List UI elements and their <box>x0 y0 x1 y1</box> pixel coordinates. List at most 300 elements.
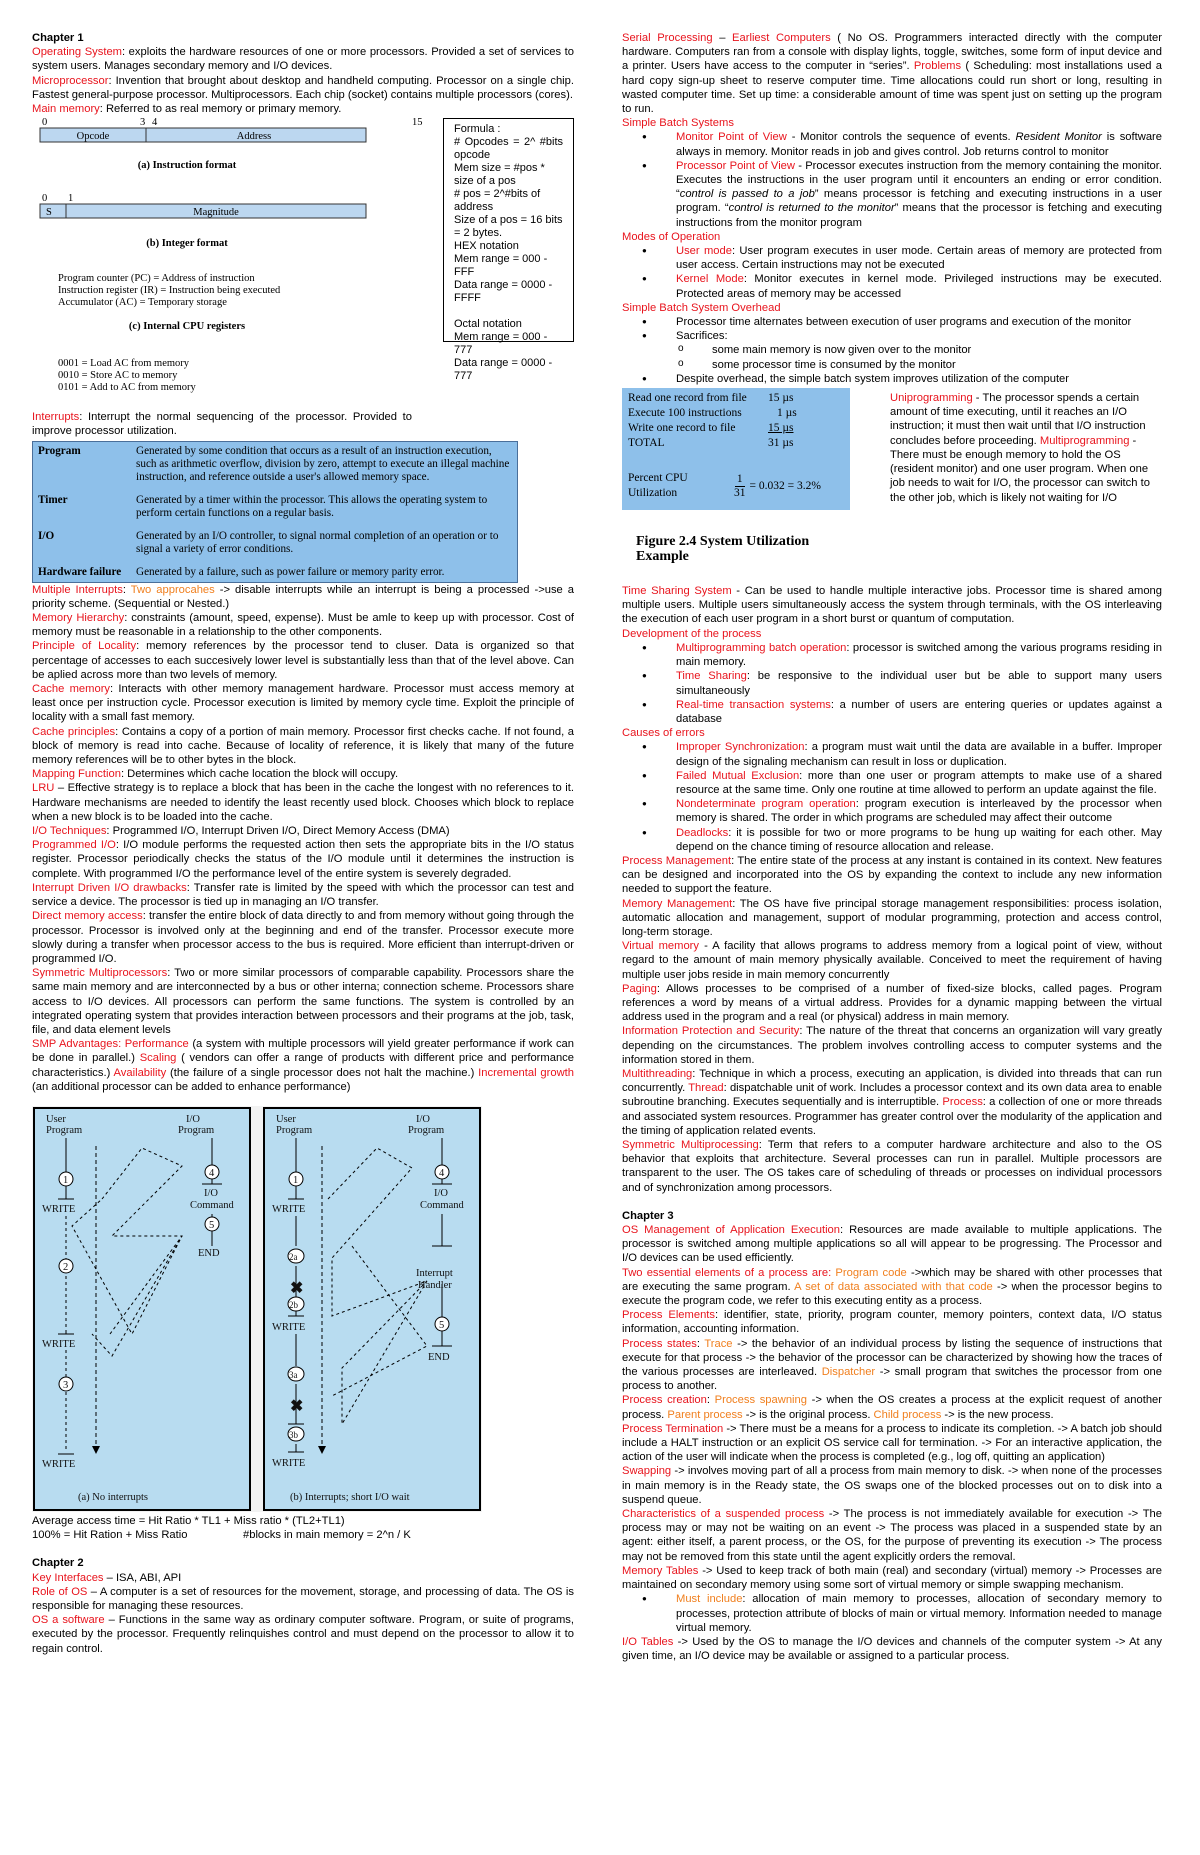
term-scaling: Scaling <box>139 1052 177 1065</box>
def-performance: (a system with multiple processors will yield greater performance if work can be done in parallel.) <box>32 1038 574 1065</box>
para-process-elements <box>622 1308 1162 1336</box>
para-serial-processing <box>622 31 1162 116</box>
end-label-b: END <box>428 1351 450 1363</box>
util-row-value: 31 µs <box>768 437 794 450</box>
para-memory-hierarchy <box>32 611 574 639</box>
def-processor-pov-3: ” means that the processor is fetching and executing instructions from the monitor program <box>676 202 1162 229</box>
interrupt-x-mark: ✖ <box>290 1397 304 1415</box>
term-key-interfaces: Key Interfaces <box>32 1571 104 1584</box>
colon: : <box>706 1394 715 1407</box>
formula-pos: # pos = 2^#bits of address <box>454 188 541 214</box>
util-row-label: Read one record from file <box>628 392 747 405</box>
overhead-list-2 <box>642 372 1162 386</box>
list-item <box>642 826 1162 854</box>
term-virtual-memory: Virtual memory <box>622 940 699 953</box>
term-processor-point-of-view: Processor Point of View <box>676 159 795 172</box>
def-program-code: ->which may be shared with other processes that are executing the same program. <box>622 1266 1162 1293</box>
term-process: Process <box>942 1096 983 1109</box>
def-time-sharing-system: - Can be used to handle multiple interactive jobs. Processor time is shared among multiple users. Multiple users simultaneously access the system through terminals, with the OS interleaving the execution of each user program in a short burst or quantum of computation. <box>622 585 1162 626</box>
write-label-a2: WRITE <box>42 1338 76 1350</box>
formula-octal-data-range: Data range = 0000 - 777 <box>454 357 553 383</box>
def-kernel-mode: : Monitor executes in kernel mode. Privileged instructions may be executed. Protected areas of memory may be accessed <box>676 273 1162 300</box>
term-serial-processing: Serial Processing <box>622 32 713 44</box>
def-cache-memory: : Interacts with other memory management hardware. Processor must access memory at least once per instruction cycle. Processor execution is limited by memory cycle time. Exploit the principle of locality with a small fast memory. <box>32 683 574 724</box>
step-b5-label: 5 <box>439 1319 445 1331</box>
def-multiple-interrupts: -> disable interrupts while an interrupt is being a processed ->use a priority scheme. (Sequential or Nested.) <box>32 583 575 610</box>
list-item <box>642 669 1162 697</box>
term-process-elements: Process Elements <box>622 1309 715 1322</box>
def-os-software: – Functions in the same way as ordinary computer software. Program, or suite of programs, executed by the processor. Frequently relinquishes control and must depend on the processor to allow it to regain control. <box>32 1614 574 1655</box>
spacer <box>32 1542 574 1556</box>
term-process-states: Process states <box>622 1337 697 1350</box>
hit-ratio-text: 100% = Hit Ration + Miss Ratio <box>32 1529 188 1542</box>
list-item: ● Despite overhead, the simple batch system improves utilization of the computer <box>642 372 1162 386</box>
term-parent-process: Parent process <box>667 1408 743 1421</box>
bit-4-label: 4 <box>152 117 158 129</box>
step-2a-label: 2a <box>289 1251 298 1262</box>
label-io-program-a1: I/O <box>186 1113 200 1125</box>
modes-list <box>642 244 1162 301</box>
step-4-label: 4 <box>209 1167 215 1179</box>
def-paging: : Allows processes to be comprised of a number of fixed-size blocks, called pages. Program references a word by means of a virtual address. Provides for a dynamic mapping between the virtual address used in the program and a real (or physical) address in main memory. <box>622 982 1162 1024</box>
sacrifices-list <box>678 343 1162 371</box>
para-process-creation <box>622 1393 1162 1421</box>
register-ac: Accumulator (AC) = Temporary storage <box>58 297 227 309</box>
term-process-termination: Process Termination <box>622 1422 724 1435</box>
def-monitor-pov-1: - Monitor controls the sequence of events. <box>786 131 1016 144</box>
util-denominator: 31 <box>734 486 746 499</box>
quote-control-returned: control is returned to the monitor <box>728 202 895 215</box>
term-smp-advantages: SMP Advantages: Performance <box>32 1038 189 1051</box>
term-memory-tables: Memory Tables <box>622 1564 699 1577</box>
list-item <box>642 244 1162 272</box>
list-item <box>642 272 1162 300</box>
def-symmetric-multiprocessors: : Two or more similar processors of comparable capability. Processors share the same main memory and are interconnected by a bus or other interna; connection scheme. Processors share access to I/O devices. All processors can perform the same functions. The system is controlled by an integrated operating system that provides interaction between processors and their programs at the job, task, file, and data element levels <box>32 967 574 1036</box>
list-item <box>642 698 1162 726</box>
colon: : <box>696 1337 705 1350</box>
def-data-set: -> when the processor begins to execute the program code, we refer to this executing entity as a process. <box>622 1280 1162 1308</box>
util-row-value: 15 µs <box>768 422 794 435</box>
def-role-of-os: – A computer is a set of resources for the movement, storage, and processing of data. The OS is responsible for managing these resources. <box>32 1585 574 1612</box>
term-swapping: Swapping <box>622 1465 672 1478</box>
table-row <box>38 445 513 484</box>
term-problems: Problems <box>913 60 962 73</box>
bit-3-label: 3 <box>140 117 146 129</box>
utilization-caption: Figure 2.4 System Utilization Example <box>636 534 810 565</box>
list-item <box>642 797 1162 825</box>
hit-ratio-line <box>32 1528 574 1542</box>
formula-octal-heading: Octal notation <box>454 318 522 331</box>
step-2b-label: 2b <box>289 1299 298 1310</box>
util-row <box>628 436 844 451</box>
term-lru: LRU <box>32 782 55 795</box>
term-cache-memory: Cache memory <box>32 683 111 696</box>
util-result: = 0.032 = 3.2% <box>749 479 821 492</box>
interrupt-handler-label2: Handler <box>418 1279 452 1291</box>
step-1-label: 1 <box>63 1174 69 1186</box>
label-user-program-a1: User <box>46 1113 66 1125</box>
def-thread: : dispatchable unit of work. Includes a processor context and its own data area to enable subroutine branching. Executes sequentially and is interruptible. <box>622 1082 1162 1109</box>
term-interrupts: Interrupts <box>32 411 80 424</box>
def-memory-tables: -> Used to keep track of both main (real) and secondary (virtual) memory -> Processes are maintained on secondary memory using some sort of virtual memory or simple swapping mechanism. <box>622 1564 1162 1592</box>
para-memory-management <box>622 897 1162 940</box>
term-real-time-transaction: Real-time transaction systems <box>676 698 831 711</box>
term-memory-hierarchy: Memory Hierarchy <box>32 612 125 625</box>
int-bit-1-label: 1 <box>68 193 74 205</box>
table-row <box>38 566 513 579</box>
util-fraction <box>734 473 746 500</box>
util-numerator: 1 <box>736 472 743 485</box>
para-programmed-io <box>32 838 574 881</box>
term-io-techniques: I/O Techniques <box>32 825 107 838</box>
formula-box <box>443 118 574 383</box>
para-process-states <box>622 1337 1162 1394</box>
formula-spacer <box>454 305 563 318</box>
table-row <box>38 494 513 520</box>
list-item <box>642 159 1162 230</box>
term-paging: Paging <box>622 982 657 995</box>
interrupt-class-desc: Generated by an I/O controller, to signal normal completion of an operation or to signal a variety of error conditions. <box>136 529 499 555</box>
term-multithreading: Multithreading <box>622 1067 693 1080</box>
opcode-add: 0101 = Add to AC from memory <box>58 382 196 394</box>
def-multithreading: : Technique in which a process, executing an application, is divided into threads that can run concurrently. <box>622 1067 1162 1095</box>
register-pc: Program counter (PC) = Address of instruction <box>58 273 255 285</box>
para-uniprogramming <box>890 391 1154 505</box>
left-column <box>32 31 574 1656</box>
para-lru <box>32 781 574 824</box>
term-deadlocks: Deadlocks <box>676 826 729 839</box>
simple-batch-list <box>642 130 1162 229</box>
def-processor-pov-2: ” means processor is fetching and executing instructions in a user program. “ <box>676 188 1162 215</box>
util-percent-row <box>628 471 844 501</box>
spacer <box>622 1195 1162 1209</box>
term-child-process: Child process <box>873 1408 942 1421</box>
def-parent-process: -> is the original process. <box>742 1408 874 1421</box>
para-swapping <box>622 1464 1162 1507</box>
def-problems: ( Scheduling: most installations used a hard copy sign-up sheet to reserve computer time. Time allocations could run short or long, resulting in wasted computer time. Set up time: a considerable amount of time was spent just on setting up the program to run. <box>622 60 1162 116</box>
def-io-techniques: : Programmed I/O, Interrupt Driven I/O, Direct Memory Access (DMA) <box>106 825 450 838</box>
para-symmetric-multiprocessors <box>32 966 574 1037</box>
list-item: ● Processor time alternates between execution of user programs and execution of the monitor <box>642 315 1162 329</box>
interrupt-class-desc: Generated by some condition that occurs as a result of an instruction execution, such as arithmetic overflow, division by zero, attempt to execute an illegal machine instruction, and reference outside a user's allowed memory space. <box>136 444 510 483</box>
opcode-store: 0010 = Store AC to memory <box>58 370 178 382</box>
right-column <box>622 31 1162 1663</box>
para-paging <box>622 982 1162 1025</box>
def-symmetric-multiprocessing: : Term that refers to a computer hardware architecture and also to the OS behavior that exploits that architecture. Several processes can run in parallel. Multiple processors are transparent to the user. The OS takes care of scheduling of threads or processes on individual processors and of synchronization among processors. <box>622 1139 1162 1194</box>
para-mapping-function <box>32 767 574 781</box>
bit-15-label: 15 <box>412 117 423 129</box>
program-flow-svg <box>32 1106 482 1512</box>
def-uniprogramming: - The processor spends a certain amount of time executing, until it reaches an I/O instruction; it must then wait until that I/O instruction concludes before proceeding. <box>890 392 1146 447</box>
term-monitor-point-of-view: Monitor Point of View <box>676 131 787 144</box>
term-thread: Thread <box>688 1082 724 1095</box>
term-process-spawning: Process spawning <box>714 1394 807 1407</box>
heading-batch-overhead: Simple Batch System Overhead <box>622 301 781 314</box>
instruction-format-svg <box>32 116 423 410</box>
para-multithreading <box>622 1067 1162 1138</box>
utilization-table <box>622 388 850 510</box>
term-programmed-io: Programmed I/O <box>32 839 116 852</box>
step-2-label: 2 <box>63 1261 69 1273</box>
term-principle-of-locality: Principle of Locality <box>32 640 137 653</box>
def-swapping: -> involves moving part of all a process from main memory to disk. -> when none of the processes in main memory is in the Ready state, the OS swaps one of the blocked processes out on to disk into a suspend queue. <box>622 1465 1162 1506</box>
label-user-program-a2: Program <box>46 1124 83 1136</box>
formula-mem-size: Mem size = #pos * size of a pos <box>454 162 545 188</box>
caption-integer-format: (b) Integer format <box>146 238 228 250</box>
memory-tables-list <box>642 1592 1162 1635</box>
term-uniprogramming: Uniprogramming <box>890 392 973 405</box>
int-bit-0-label: 0 <box>42 193 48 205</box>
formula-hex-data-range: Data range = 0000 - FFFF <box>454 279 553 305</box>
util-percent-label: Percent CPU Utilization <box>628 472 688 500</box>
para-principle-of-locality <box>32 639 574 682</box>
para-microprocessor <box>32 74 574 102</box>
def-trace: -> the behavior of an individual process by listing the sequence of instructions that execute for that process -> the behavior of the processor can be characterized by showing how the traces of the various processes are interleaved. <box>622 1337 1162 1379</box>
def-real-time-transaction: : a number of users are entering queries or updates against a database <box>676 698 1162 725</box>
para-io-tables <box>622 1635 1162 1663</box>
program-flow-figure <box>32 1106 482 1512</box>
interrupt-class-name: Hardware failure <box>38 565 122 578</box>
def-time-sharing: : be responsive to the individual user but be able to support many users simultaneously <box>676 670 1163 697</box>
para-main-memory <box>32 102 574 116</box>
io-command-label-a1: I/O <box>204 1187 218 1199</box>
term-os-software: OS a software <box>32 1614 105 1627</box>
def-mapping-function: : Determines which cache location the block will occupy. <box>120 768 399 781</box>
step-3b-label: 3b <box>289 1429 298 1440</box>
list-item: o some main memory is now given over to the monitor <box>678 343 1162 357</box>
development-list <box>642 641 1162 726</box>
term-earliest-computers: Earliest Computers <box>732 32 831 44</box>
sign-label: S <box>46 207 52 219</box>
term-time-sharing: Time Sharing <box>676 670 747 683</box>
para-smp-advantages <box>32 1037 574 1094</box>
list-item <box>642 1592 1162 1635</box>
quote-control-passed: control is passed to a job <box>679 188 815 201</box>
interrupt-class-desc: Generated by a timer within the processor. This allows the operating system to perform certain functions on a regular basis. <box>136 493 488 519</box>
def-multiprogramming-batch: : processor is switched among the various programs residing in main memory. <box>676 641 1162 669</box>
util-row-label: TOTAL <box>628 437 665 450</box>
term-two-elements: Two essential elements of a process are <box>622 1266 829 1279</box>
heading-simple-batch-systems: Simple Batch Systems <box>622 117 734 130</box>
io-command-label-b1: I/O <box>434 1187 448 1199</box>
instruction-format-figure <box>32 116 574 410</box>
def-os-management: : Resources are made available to multiple applications. The processor is switched among multiple applications so all will appear to be progressing. The Processor and I/O devices can be used efficiently. <box>622 1224 1162 1265</box>
write-label-b3: WRITE <box>272 1457 306 1469</box>
term-process-creation: Process creation <box>622 1394 707 1407</box>
end-label-a: END <box>198 1247 220 1259</box>
term-dispatcher: Dispatcher <box>821 1366 876 1379</box>
term-main-memory: Main memory <box>32 103 100 116</box>
def-multiprogramming: - There must be enough memory to hold the OS (resident monitor) and one user program. When one job needs to wait for I/O, the processor can switch to the other job, which is likely not waiting for I/O <box>890 434 1150 504</box>
def-principle-of-locality: : memory references by the processor tend to cluser. Data is organized so that percentage of accesses to each succesively lower level is substantially less than that of the level above. Can be aplied across more than two levels of memory. <box>32 640 574 681</box>
step-b1-label: 1 <box>293 1174 299 1186</box>
heading-modes-of-operation: Modes of Operation <box>622 230 721 243</box>
term-suspended-process: Characteristics of a suspended process <box>622 1508 825 1521</box>
errors-list <box>642 740 1162 854</box>
term-two-approaches: Two approcahes <box>130 583 215 596</box>
list-item <box>642 740 1162 768</box>
list-item <box>642 130 1162 158</box>
label-io-program-b1: I/O <box>416 1113 430 1125</box>
def-programmed-io: : I/O module performs the requested action then sets the appropriate bits in the I/O status register. Processor periodically checks the status of the I/O module until it determines the instruction is complete. With programmed I/O the performance level of the entire system is severely degraded. <box>32 839 574 880</box>
term-time-sharing-system: Time Sharing System <box>622 585 732 598</box>
list-item <box>642 769 1162 797</box>
def-lru: – Effective strategy is to replace a block that has been in the cache the longest with no references to it. Hardware mechanisms are needed to identify the least recently used block. Chooses which block to replace when a new block is to be loaded into the cache. <box>32 782 574 823</box>
para-process-termination <box>622 1422 1162 1465</box>
interrupt-class-name: I/O <box>38 529 55 542</box>
term-trace: Trace <box>704 1337 733 1350</box>
util-row <box>628 406 844 421</box>
term-io-tables: I/O Tables <box>622 1635 674 1648</box>
step-3-label: 3 <box>63 1379 69 1391</box>
write-label-b2: WRITE <box>272 1321 306 1333</box>
para-information-protection <box>622 1024 1162 1067</box>
def-improper-sync: : a program must wait until the data are available in a buffer. Improper design of the signaling mechanism can result in loss or duplication. <box>676 741 1162 768</box>
term-direct-memory-access: Direct memory access <box>32 910 143 923</box>
term-kernel-mode: Kernel Mode <box>676 273 744 286</box>
interrupt-class-name: Timer <box>38 493 68 506</box>
caption-instruction-format: (a) Instruction format <box>137 160 237 172</box>
chapter-2-heading: Chapter 2 <box>32 1557 84 1570</box>
util-row-value: 1 µs <box>777 407 797 420</box>
term-os-management: OS Management of Application Execution <box>622 1224 841 1237</box>
write-label-b1: WRITE <box>272 1203 306 1215</box>
term-operating-system: Operating System <box>32 46 122 59</box>
para-process-management <box>622 854 1162 897</box>
term-must-include: Must include <box>676 1593 743 1606</box>
heading-causes-of-errors: Causes of errors <box>622 727 705 740</box>
chapter-1-heading: Chapter 1 <box>32 32 84 44</box>
para-operating-system <box>32 45 574 73</box>
def-availability: (the failure of a single processor does not halt the machine.) <box>166 1066 479 1079</box>
def-operating-system: : exploits the hardware resources of one or more processors. Provided a set of services to system users. Manages secondary memory and I/O devices. <box>32 46 574 73</box>
formula-octal-mem-range: Mem range = 000 - 777 <box>454 331 548 357</box>
io-command-label-b2: Command <box>420 1199 464 1211</box>
def-process-spawning: -> when the OS creates a process at the explicit request of another process. <box>622 1394 1162 1421</box>
label-io-program-b2: Program <box>408 1124 445 1136</box>
def-process: : a collection of one or more threads and associated system resources. Programmer has greater control over the modularity of the application and the timing of application related events. <box>622 1096 1162 1137</box>
def-io-tables: -> Used by the OS to manage the I/O devices and channels of the computer system -> At any given time, an I/O device may be available or assigned to a particular process. <box>622 1635 1162 1663</box>
para-os-management <box>622 1223 1162 1266</box>
def-interrupts: : Interrupt the normal sequencing of the processor. Provided to improve processor utilization. <box>32 411 412 438</box>
interrupt-x-mark: ✖ <box>290 1279 304 1297</box>
def-microprocessor: : Invention that brought about desktop and handheld computing. Processor on a single chip. Fastest general-purpose processor. Multiprocessors. Each chip (socket) contains multiple processors (cores). <box>32 74 574 101</box>
chapter-3-heading: Chapter 3 <box>622 1209 674 1222</box>
term-symmetric-multiprocessing: Symmetric Multiprocessing <box>622 1139 759 1151</box>
interrupt-class-desc: Generated by a failure, such as power failure or memory parity error. <box>136 565 445 578</box>
def-direct-memory-access: : transfer the entire block of data directly to and from memory without going through the processor. Processor is involved only at the beginning and end of the transfer. Processor execute more slowly during a transfer when processor access to the bus is required. More efficient than interrupt-driven or programmed I/O. <box>32 910 574 965</box>
list-item: o some processor time is consumed by the monitor <box>678 358 1162 372</box>
label-user-program-b1: User <box>276 1113 296 1125</box>
para-direct-memory-access <box>32 909 574 966</box>
def-information-protection: : The nature of the threat that concerns an organization will vary greatly depending on the circumstances. The problem involves controlling access to computer systems and the information stored in them. <box>622 1025 1162 1066</box>
step-3a-label: 3a <box>289 1369 298 1380</box>
def-dispatcher: -> small program that switches the processor from one process to another. <box>622 1366 1162 1393</box>
def-memory-hierarchy: : constraints (amount, speed, expense). Must be amle to keep up with processor. Cost of memory must be reasonable in a relationship to the other components. <box>32 612 574 639</box>
opcode-load: 0001 = Load AC from memory <box>58 358 190 370</box>
term-information-protection: Information Protection and Security <box>622 1025 800 1038</box>
term-memory-management: Memory Management <box>622 897 733 910</box>
def-user-mode: : User program executes in user mode. Certain areas of memory are protected from user access. Certain instructions may not be executed <box>676 245 1163 272</box>
def-interrupt-driven-io: : Transfer rate is limited by the speed with which the processor can test and service a device. The processor is tied up in managing an I/O transfer. <box>32 881 574 909</box>
term-resident-monitor: Resident Monitor <box>1015 131 1102 144</box>
term-improper-sync: Improper Synchronization <box>676 741 805 754</box>
write-label-a3: WRITE <box>42 1458 76 1470</box>
caption-interrupts: (b) Interrupts; short I/O wait <box>290 1491 410 1503</box>
def-deadlocks: : it is possible for two or more programs to be hung up waiting for each other. May depend on the chance timing of resource allocation and release. <box>676 826 1162 853</box>
term-data-set: A set of data associated with that code <box>794 1280 993 1293</box>
para-memory-tables <box>622 1564 1162 1592</box>
term-incremental-growth: Incremental growth <box>478 1066 574 1079</box>
dash-text: – <box>712 32 733 44</box>
def-failed-mutual-exclusion: : more than one user or program attempts to make use of a shared resource at the same time. Only one routine at time allowed to perform an update against the file. <box>676 769 1162 796</box>
term-nondeterminate-operation: Nondeterminate program operation <box>676 798 856 811</box>
util-row-label: Write one record to file <box>628 422 736 435</box>
label-io-program-a2: Program <box>178 1124 215 1136</box>
utilization-figure <box>622 388 850 584</box>
term-multiprogramming-batch: Multiprogramming batch operation <box>676 641 847 654</box>
term-interrupt-driven-io: Interrupt Driven I/O drawbacks <box>32 881 187 894</box>
table-row <box>38 530 513 556</box>
def-suspended-process: -> The process is not immediately available for execution -> The process may or may not be waiting on an event -> The process was placed in a suspended state by an agent: either itself, a parent process, or the OS, for the purpose of preventing its execution -> The process may not be removed from this state until the agent explicitly orders the removal. <box>622 1508 1162 1563</box>
interrupt-classes-table <box>32 441 518 583</box>
def-virtual-memory: - A facility that allows programs to address memory from a logical point of view, without regard to the amount of main memory physically available. Conceived to meet the requirement of having multiple user jobs reside in main memory concurrently <box>622 940 1162 981</box>
term-multiprogramming: Multiprogramming <box>1039 434 1130 447</box>
def-process-elements: : identifier, state, priority, program counter, memory pointers, context data, I/O status information, accounting information. <box>622 1309 1163 1336</box>
def-incremental-growth: (an additional processor can be added to enhance performance) <box>32 1080 351 1093</box>
para-io-techniques <box>32 824 574 838</box>
formula-hex-mem-range: Mem range = 000 - FFF <box>454 253 548 279</box>
para-role-of-os <box>32 1585 574 1613</box>
label-user-program-b2: Program <box>276 1124 313 1136</box>
util-row <box>628 421 844 436</box>
para-time-sharing <box>622 584 1162 627</box>
def-processor-pov-1: - Processor executes instruction from the memory containing the monitor. Executes the instructions in the user program until it encounters an ending or error condition. “ <box>676 159 1162 201</box>
term-user-mode: User mode <box>676 245 732 258</box>
caption-no-interrupts: (a) No interrupts <box>78 1491 148 1503</box>
para-key-interfaces <box>32 1571 574 1585</box>
para-cache-principles <box>32 725 574 768</box>
interrupt-class-name: Program <box>38 444 81 457</box>
heading-development-of-process: Development of the process <box>622 627 762 640</box>
para-interrupt-driven-io <box>32 881 574 909</box>
term-mapping-function: Mapping Function <box>32 768 121 781</box>
address-label: Address <box>236 131 272 143</box>
step-5-label: 5 <box>209 1219 215 1231</box>
blocks-formula-text: #blocks in main memory = 2^n / K <box>243 1529 411 1542</box>
term-program-code: Program code <box>835 1266 907 1279</box>
formula-hex-heading: HEX notation <box>454 240 519 253</box>
formula-opcodes: # Opcodes = 2^ #bits opcode <box>454 136 563 162</box>
para-os-software <box>32 1613 574 1656</box>
para-cache-memory <box>32 682 574 725</box>
step-b4-label: 4 <box>439 1167 445 1179</box>
para-multiple-interrupts: Multiple Interrupts: Two approcahes -> disable interrupts while an interrupt is being a processed ->use a priority scheme. (Sequential or Nested.) <box>32 583 575 610</box>
def-monitor-pov-2: is software always in memory. Monitor reads in job and gives control. Job returns control to monitor <box>676 131 1162 158</box>
para-virtual-memory <box>622 939 1162 982</box>
colon: : <box>828 1266 836 1279</box>
term-process-management: Process Management <box>622 854 732 867</box>
para-suspended-process <box>622 1507 1162 1564</box>
def-nondeterminate-operation: : program execution is interleaved by the processor when memory is shared. The order in which programs are scheduled may affect their outcome <box>676 798 1162 825</box>
para-two-elements <box>622 1266 1162 1309</box>
util-row-label: Execute 100 instructions <box>628 407 742 420</box>
term-cache-principles: Cache principles <box>32 725 116 738</box>
def-child-process: -> is the new process. <box>941 1408 1054 1421</box>
term-multiple-interrupts: Multiple Interrupts <box>32 583 123 596</box>
util-row <box>628 391 844 406</box>
def-process-management: : The entire state of the process at any instant is contained in its context. New features can be designed and incorporated into the OS by expanding the context to include any new information needed to support the feature. <box>622 854 1163 896</box>
